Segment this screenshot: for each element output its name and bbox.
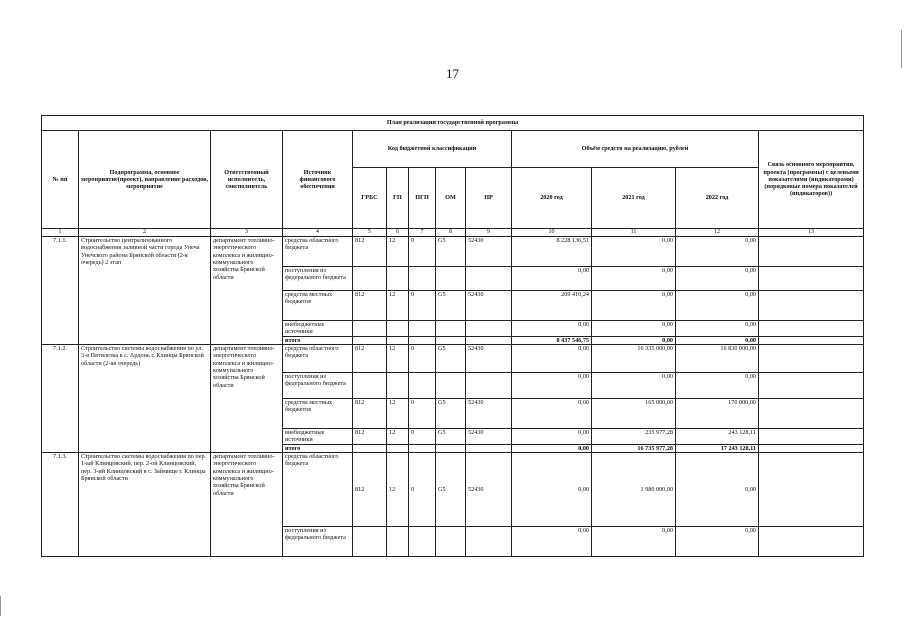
amount-2022: 0,00 bbox=[676, 321, 759, 337]
header-pgp: ПГП bbox=[409, 168, 436, 229]
pgp-code: 0 bbox=[409, 291, 436, 321]
header-num: № пп bbox=[42, 131, 79, 229]
row-number: 7.1.1. bbox=[42, 237, 79, 345]
column-number: 9 bbox=[466, 229, 512, 237]
nr-code bbox=[466, 373, 512, 399]
amount-2021: 0,00 bbox=[592, 336, 676, 344]
scan-edge-mark bbox=[901, 30, 902, 68]
funding-source: средства местных бюджетов bbox=[283, 291, 353, 321]
pgp-code bbox=[409, 373, 436, 399]
column-number: 4 bbox=[283, 229, 353, 237]
nr-code bbox=[466, 336, 512, 344]
om-code bbox=[436, 526, 466, 556]
nr-code: 52430 bbox=[466, 291, 512, 321]
indicator-link bbox=[759, 345, 864, 373]
grbs-code: 812 bbox=[353, 452, 387, 526]
executor: департамент топливно-энергетического комплекса и жилищно-коммунального хозяйства Брянской области bbox=[211, 237, 283, 345]
scan-edge-mark bbox=[0, 596, 1, 616]
amount-2021: 235 977,28 bbox=[592, 429, 676, 445]
column-number: 3 bbox=[211, 229, 283, 237]
amount-2021: 0,00 bbox=[592, 373, 676, 399]
om-code bbox=[436, 444, 466, 452]
indicator-link bbox=[759, 373, 864, 399]
gp-code: 12 bbox=[387, 291, 409, 321]
header-executor: Ответственный исполнитель, соисполнитель bbox=[211, 131, 283, 229]
om-code bbox=[436, 373, 466, 399]
funding-source: средства областного бюджета bbox=[283, 237, 353, 267]
activity-name: Строительство системы водоснабжения по ул. 3-я Пятилетка в с. Ардонь г. Клинцы Брянской области (2-ая очередь) bbox=[79, 345, 211, 453]
funding-source: поступления из федерального бюджета bbox=[283, 373, 353, 399]
amount-2021: 1 980 000,00 bbox=[592, 452, 676, 526]
om-code: G5 bbox=[436, 237, 466, 267]
pgp-code bbox=[409, 336, 436, 344]
activity-name: Строительство системы водоснабжения по пер. 1-ый Клинцовский, пер. 2-ой Клинцовский, пер. 3-ий Клинцовский в с. Займище г. Клинцы Брянской области bbox=[79, 452, 211, 556]
gp-code: 12 bbox=[387, 429, 409, 445]
nr-code: 52430 bbox=[466, 237, 512, 267]
pgp-code: 0 bbox=[409, 237, 436, 267]
row-number: 7.1.3. bbox=[42, 452, 79, 556]
pgp-code bbox=[409, 444, 436, 452]
indicator-link bbox=[759, 237, 864, 267]
amount-2022: 170 000,00 bbox=[676, 399, 759, 429]
amount-2021: 16 335 000,00 bbox=[592, 345, 676, 373]
activity-name: Строительство централизованного водоснабжения заливной части города Унеча Унечского района Брянской области (2-я очередь) 2 этап bbox=[79, 237, 211, 345]
om-code: G5 bbox=[436, 452, 466, 526]
amount-2022: 0,00 bbox=[676, 291, 759, 321]
om-code: G5 bbox=[436, 345, 466, 373]
nr-code: 52430 bbox=[466, 345, 512, 373]
header-subprogram: Подпрограмма, основное мероприятие(проект), направление расходов, мероприятие bbox=[79, 131, 211, 229]
indicator-link bbox=[759, 452, 864, 526]
column-number: 12 bbox=[676, 229, 759, 237]
grbs-code: 812 bbox=[353, 429, 387, 445]
page-number: 17 bbox=[446, 66, 459, 81]
header-grbs: ГРБС bbox=[353, 168, 387, 229]
header-source: Источник финансового обеспечения bbox=[283, 131, 353, 229]
amount-2020: 0,00 bbox=[512, 452, 592, 526]
grbs-code bbox=[353, 321, 387, 337]
gp-code bbox=[387, 373, 409, 399]
header-2021: 2021 год bbox=[592, 168, 676, 229]
amount-2021: 0,00 bbox=[592, 526, 676, 556]
om-code: G5 bbox=[436, 291, 466, 321]
funding-source: средства областного бюджета bbox=[283, 345, 353, 373]
column-number: 2 bbox=[79, 229, 211, 237]
amount-2020: 8 228 136,51 bbox=[512, 237, 592, 267]
gp-code: 12 bbox=[387, 237, 409, 267]
amount-2022: 0,00 bbox=[676, 237, 759, 267]
om-code bbox=[436, 336, 466, 344]
amount-2020: 0,00 bbox=[512, 373, 592, 399]
gp-code: 12 bbox=[387, 452, 409, 526]
indicator-link bbox=[759, 399, 864, 429]
indicator-link bbox=[759, 526, 864, 556]
gp-code bbox=[387, 444, 409, 452]
gp-code bbox=[387, 267, 409, 291]
column-number: 1 bbox=[42, 229, 79, 237]
grbs-code bbox=[353, 336, 387, 344]
amount-2021: 0,00 bbox=[592, 291, 676, 321]
amount-2022: 0,00 bbox=[676, 267, 759, 291]
funding-source: внебюджетные источники bbox=[283, 429, 353, 445]
funding-source: итого bbox=[283, 444, 353, 452]
table-row bbox=[42, 452, 864, 526]
grbs-code: 812 bbox=[353, 237, 387, 267]
funding-source: средства областного бюджета bbox=[283, 452, 353, 526]
pgp-code: 0 bbox=[409, 399, 436, 429]
nr-code bbox=[466, 321, 512, 337]
grbs-code bbox=[353, 444, 387, 452]
header-volume: Объём средств на реализацию, рублей bbox=[512, 131, 759, 168]
header-nr: НР bbox=[466, 168, 512, 229]
nr-code: 52430 bbox=[466, 429, 512, 445]
om-code bbox=[436, 321, 466, 337]
header-budget-code: Код бюджетной классификации bbox=[353, 131, 512, 168]
amount-2021: 165 000,00 bbox=[592, 399, 676, 429]
plan-table bbox=[41, 115, 864, 557]
om-code: G5 bbox=[436, 399, 466, 429]
amount-2022: 0,00 bbox=[676, 526, 759, 556]
amount-2020: 0,00 bbox=[512, 267, 592, 291]
om-code bbox=[436, 267, 466, 291]
column-number: 6 bbox=[387, 229, 409, 237]
amount-2022: 17 243 128,11 bbox=[676, 444, 759, 452]
amount-2020: 209 410,24 bbox=[512, 291, 592, 321]
indicator-link bbox=[759, 336, 864, 344]
gp-code: 12 bbox=[387, 345, 409, 373]
amount-2021: 0,00 bbox=[592, 237, 676, 267]
grbs-code: 812 bbox=[353, 399, 387, 429]
amount-2020: 8 437 546,75 bbox=[512, 336, 592, 344]
pgp-code: 0 bbox=[409, 429, 436, 445]
nr-code bbox=[466, 526, 512, 556]
column-number: 8 bbox=[436, 229, 466, 237]
plan-body bbox=[42, 237, 864, 557]
pgp-code: 0 bbox=[409, 452, 436, 526]
funding-source: средства местных бюджетов bbox=[283, 399, 353, 429]
amount-2020: 0,00 bbox=[512, 429, 592, 445]
funding-source: поступления из федерального бюджета bbox=[283, 526, 353, 556]
nr-code bbox=[466, 267, 512, 291]
grbs-code bbox=[353, 526, 387, 556]
header-om: ОМ bbox=[436, 168, 466, 229]
column-number: 7 bbox=[409, 229, 436, 237]
amount-2022: 0,00 bbox=[676, 373, 759, 399]
grbs-code: 812 bbox=[353, 291, 387, 321]
pgp-code bbox=[409, 321, 436, 337]
header-gp: ГП bbox=[387, 168, 409, 229]
table-row bbox=[42, 237, 864, 267]
grbs-code bbox=[353, 373, 387, 399]
funding-source: поступления из федерального бюджета bbox=[283, 267, 353, 291]
gp-code bbox=[387, 336, 409, 344]
row-number: 7.1.2. bbox=[42, 345, 79, 453]
grbs-code: 812 bbox=[353, 345, 387, 373]
header-link: Связь основного мероприятия, проекта (программы) с целевыми показателями (индикаторами) (порядковые номера показателей (индикаторов)) bbox=[759, 131, 864, 229]
indicator-link bbox=[759, 429, 864, 445]
indicator-link bbox=[759, 267, 864, 291]
amount-2020: 0,00 bbox=[512, 399, 592, 429]
executor: департамент топливно-энергетического комплекса и жилищно-коммунального хозяйства Брянской области bbox=[211, 452, 283, 556]
gp-code bbox=[387, 321, 409, 337]
grbs-code bbox=[353, 267, 387, 291]
amount-2021: 16 735 977,28 bbox=[592, 444, 676, 452]
column-number: 5 bbox=[353, 229, 387, 237]
amount-2020: 0,00 bbox=[512, 526, 592, 556]
amount-2022: 243 128,11 bbox=[676, 429, 759, 445]
indicator-link bbox=[759, 321, 864, 337]
amount-2020: 0,00 bbox=[512, 321, 592, 337]
amount-2020: 0,00 bbox=[512, 345, 592, 373]
header-2020: 2020 год bbox=[512, 168, 592, 229]
gp-code bbox=[387, 526, 409, 556]
pgp-code bbox=[409, 267, 436, 291]
funding-source: внебюджетные источники bbox=[283, 321, 353, 337]
column-number: 13 bbox=[759, 229, 864, 237]
indicator-link bbox=[759, 444, 864, 452]
funding-source: итого bbox=[283, 336, 353, 344]
amount-2022: 0,00 bbox=[676, 336, 759, 344]
amount-2021: 0,00 bbox=[592, 321, 676, 337]
indicator-link bbox=[759, 291, 864, 321]
table-title: План реализации государственной программы bbox=[42, 116, 864, 131]
table-row bbox=[42, 345, 864, 373]
amount-2021: 0,00 bbox=[592, 267, 676, 291]
column-number: 11 bbox=[592, 229, 676, 237]
om-code: G5 bbox=[436, 429, 466, 445]
nr-code bbox=[466, 444, 512, 452]
nr-code: 52430 bbox=[466, 452, 512, 526]
amount-2020: 0,00 bbox=[512, 444, 592, 452]
pgp-code: 0 bbox=[409, 345, 436, 373]
header-2022: 2022 год bbox=[676, 168, 759, 229]
column-number-row bbox=[42, 229, 864, 237]
column-number: 10 bbox=[512, 229, 592, 237]
amount-2022: 0,00 bbox=[676, 452, 759, 526]
amount-2022: 16 830 000,00 bbox=[676, 345, 759, 373]
executor: департамент топливно-энергетического комплекса и жилищно-коммунального хозяйства Брянской области bbox=[211, 345, 283, 453]
pgp-code bbox=[409, 526, 436, 556]
gp-code: 12 bbox=[387, 399, 409, 429]
nr-code: 52430 bbox=[466, 399, 512, 429]
